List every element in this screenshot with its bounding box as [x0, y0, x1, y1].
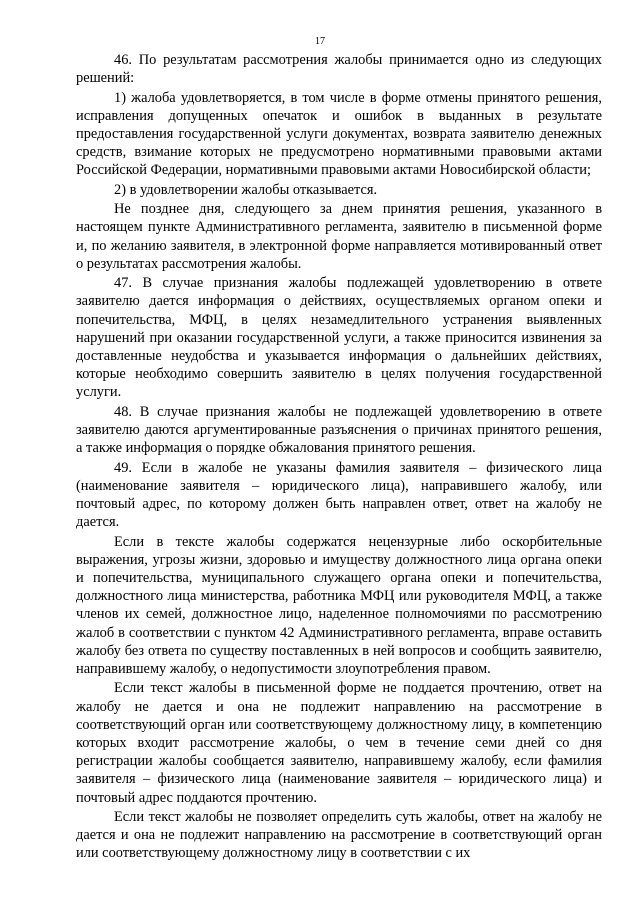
paragraph-48: 48. В случае признания жалобы не подлежащей удовлетворению в ответе заявителю даются аргументированные разъяснения о причинах принятого решения, а также информация о порядке обжалования принятого решения.: [76, 403, 602, 457]
paragraph-49-unclear-essence: Если текст жалобы не позволяет определить суть жалобы, ответ на жалобу не дается и она не подлежит направлению на рассмотрение в соответствующий орган или соответствующему должностному лицу в соответствии с их: [76, 809, 602, 862]
paragraph-46-response-deadline: Не позднее дня, следующего за днем принятия решения, указанного в настоящем пункте Административного регламента, заявителю в письменной форме и, по желанию заявителя, в электронной форме направляется мотивированный ответ о результатах рассмотрения жалобы.: [76, 201, 602, 272]
page-number: 17: [315, 36, 325, 47]
paragraph-49: 49. Если в жалобе не указаны фамилия заявителя – физического лица (наименование заявителя – юридического лица), направившего жалобу, или почтовый адрес, по которому должен быть направлен ответ, ответ на жалобу не дается.: [76, 459, 602, 531]
paragraph-46-item-2: 2) в удовлетворении жалобы отказывается.: [114, 181, 378, 198]
paragraph-46-item-1: 1) жалоба удовлетворяется, в том числе в форме отмены принятого решения, исправления допущенных опечаток и ошибок в выданных в результате предоставления государственной услуги документах, возврата заявителю денежных средств, взимание которых не предусмотрено нормативными правовыми актами Российской Федерации, нормативными правовыми актами Новосибирской области;: [76, 89, 602, 179]
document-body: [76, 51, 602, 864]
paragraph-46: 46. По результатам рассмотрения жалобы принимается одно из следующих решений:: [76, 52, 602, 87]
paragraph-49-offensive-content: Если в тексте жалобы содержатся нецензурные либо оскорбительные выражения, угрозы жизни, здоровью и имуществу должностного лица органа опеки и попечительства, муниципального служащего органа опеки и попечительства, должностного лица министерства, работника МФЦ или руководителя МФЦ, а также членов их семей, должностное лицо, наделенное полномочиями по рассмотрению жалоб в соответствии с пунктом 42 Административного регламента, вправе оставить жалобу без ответа по существу поставленных в ней вопросов и сообщить заявителю, направившему жалобу, о недопустимости злоупотребления правом.: [76, 533, 602, 678]
paragraph-47: 47. В случае признания жалобы подлежащей удовлетворению в ответе заявителю дается информация о действиях, осуществляемых органом опеки и попечительства, МФЦ, в целях незамедлительного устранения выявленных нарушений при оказании государственной услуги, а также приносится извинения за доставленные неудобства и указывается информация о дальнейших действиях, которые необходимо совершить заявителю в целях получения государственной услуги.: [76, 275, 602, 401]
paragraph-49-illegible-text: Если текст жалобы в письменной форме не поддается прочтению, ответ на жалобу не дается и она не подлежит направлению на рассмотрение в соответствующий орган или соответствующему должностному лицу, в компетенцию которых входит рассмотрение жалобы, о чем в течение семи дней со дня регистрации жалобы сообщается заявителю, направившему жалобу, если фамилия заявителя – физического лица (наименование заявителя – юридического лица) и почтовый адрес поддаются прочтению.: [76, 680, 602, 806]
